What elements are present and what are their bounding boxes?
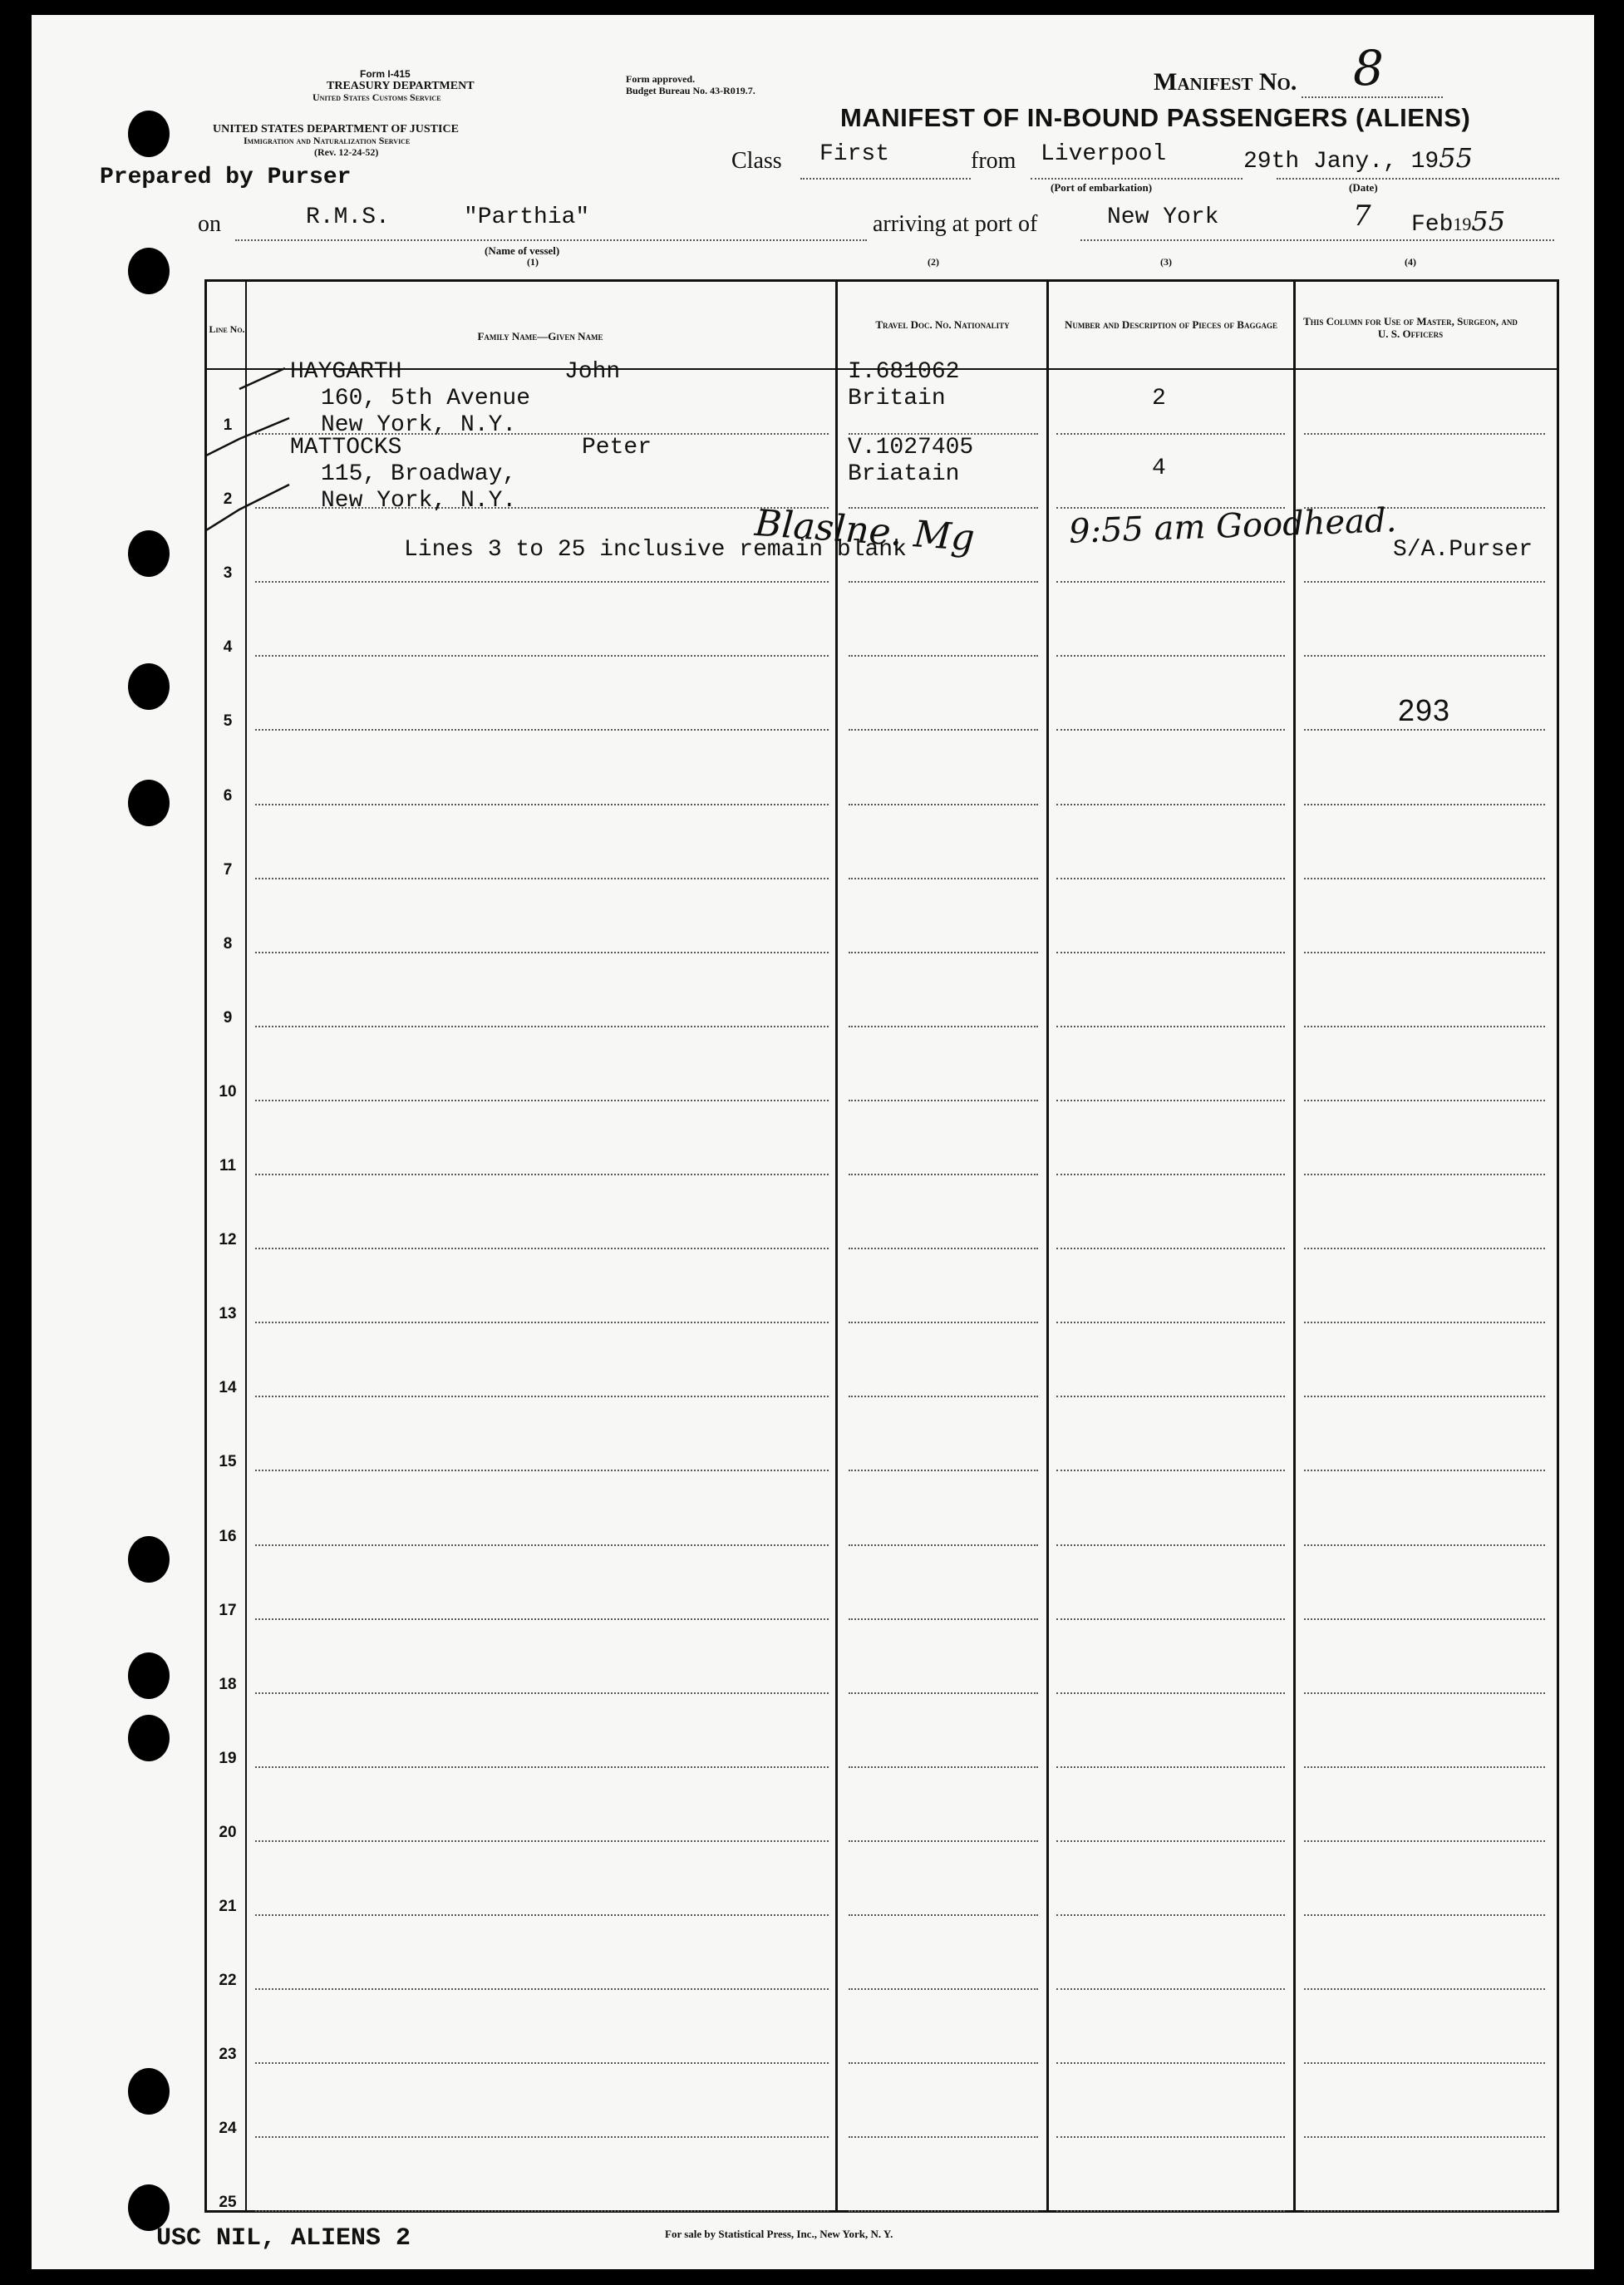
- row-rule: [1304, 2136, 1545, 2138]
- passenger-1-baggage: 2: [1152, 386, 1166, 411]
- header-line-no: Line No.: [209, 323, 245, 335]
- arrival-date: [1411, 205, 1505, 238]
- col-divider: [1046, 282, 1049, 2210]
- printer-credit: For sale by Statistical Press, Inc., New York, N. Y.: [665, 2228, 893, 2240]
- header-travel-doc: Travel Doc. No. Nationality: [875, 318, 1010, 331]
- manifest-title: MANIFEST OF IN-BOUND PASSENGERS (ALIENS): [840, 103, 1471, 132]
- col-divider: [1293, 282, 1296, 2210]
- date-text: 29th Jany., 19: [1243, 149, 1439, 175]
- check-marks: [206, 364, 322, 555]
- passenger-2-baggage: 4: [1152, 456, 1166, 481]
- row-rule: [255, 804, 829, 805]
- line-number: 10: [219, 1082, 237, 1101]
- line-number: 25: [219, 2194, 237, 2212]
- vessel-name: "Parthia": [464, 204, 590, 230]
- row-rule: [849, 1840, 1038, 1842]
- row-rule: [849, 1470, 1038, 1471]
- header-name: Family Name—Given Name: [477, 330, 603, 342]
- line-number: 11: [219, 1157, 237, 1175]
- manifest-no-line: [1302, 96, 1443, 98]
- line-number: 5: [223, 712, 233, 731]
- passenger-1-nationality: Britain: [848, 386, 946, 411]
- form-revision: (Rev. 12-24-52): [314, 146, 379, 158]
- row-rule: [1304, 1692, 1545, 1694]
- row-rule: [849, 804, 1038, 805]
- from-value: Liverpool: [1041, 141, 1167, 167]
- row-rule: [1056, 1026, 1285, 1027]
- on-label: on: [198, 211, 221, 237]
- row-rule: [1304, 1100, 1545, 1101]
- row-rule: [849, 581, 1038, 583]
- line-number: 7: [223, 860, 233, 879]
- row-rule: [849, 1766, 1038, 1768]
- row-rule: [1056, 1544, 1285, 1546]
- stamp-number: 293: [1398, 693, 1451, 727]
- row-rule: [1056, 655, 1285, 657]
- row-rule: [255, 1988, 829, 1990]
- row-rule: [849, 2136, 1038, 2138]
- row-rule: [255, 1692, 829, 1694]
- row-rule: [1304, 878, 1545, 879]
- row-rule: [1304, 655, 1545, 657]
- row-rule: [1056, 1692, 1285, 1694]
- row-rule: [1056, 2062, 1285, 2064]
- line-number: 2: [223, 490, 233, 509]
- col-divider: [835, 282, 838, 2210]
- row-rule: [1304, 2210, 1545, 2212]
- punch-hole: [128, 663, 170, 710]
- passenger-1-travel-doc: I.681062: [848, 359, 960, 385]
- passenger-1-given: John: [564, 359, 621, 385]
- row-rule: [255, 1914, 829, 1916]
- row-rule: [849, 1914, 1038, 1916]
- row-rule: [255, 1396, 829, 1397]
- row-rule: [1056, 1100, 1285, 1101]
- row-rule: [255, 2210, 829, 2212]
- col-marker-1: (1): [527, 256, 539, 268]
- row-rule: [1056, 804, 1285, 805]
- row-rule: [255, 1470, 829, 1471]
- row-rule: [849, 2210, 1038, 2212]
- manifest-number: 8: [1353, 40, 1384, 96]
- row-rule: [1304, 581, 1545, 583]
- prepared-by: Prepared by Purser: [100, 165, 352, 190]
- arrival-year: 55: [1471, 205, 1506, 237]
- row-rule: [255, 1248, 829, 1249]
- row-rule: [1304, 2062, 1545, 2064]
- from-label: from: [971, 148, 1016, 174]
- row-rule: [1304, 1988, 1545, 1990]
- row-rule: [1304, 1618, 1545, 1620]
- row-rule: [1056, 1766, 1285, 1768]
- arrival-line: [1080, 239, 1554, 241]
- row-rule: [1056, 1396, 1285, 1397]
- ins: Immigration and Naturalization Service: [244, 135, 411, 146]
- row-rule: [1304, 1544, 1545, 1546]
- row-rule: [849, 1988, 1038, 1990]
- line-number: 14: [219, 1379, 237, 1397]
- department-of-justice: UNITED STATES DEPARTMENT OF JUSTICE: [213, 123, 459, 135]
- line-number: 23: [219, 2046, 237, 2064]
- line-number: 21: [219, 1898, 237, 1915]
- row-rule: [849, 1396, 1038, 1397]
- line-number: 9: [223, 1008, 233, 1027]
- footer-stamp: USC NIL, ALIENS 2: [156, 2224, 411, 2253]
- row-rule: [255, 2062, 829, 2064]
- passenger-2-given: Peter: [582, 435, 652, 460]
- vessel-caption: (Name of vessel): [485, 244, 560, 257]
- line-number: 13: [219, 1305, 237, 1323]
- arrival-day: 7: [1353, 199, 1371, 233]
- row-rule: [255, 1322, 829, 1323]
- row-rule: [1304, 433, 1545, 435]
- row-rule: [849, 878, 1038, 879]
- row-rule: [1056, 1174, 1285, 1175]
- passenger-2-address-1: 115, Broadway,: [321, 461, 517, 487]
- row-rule: [255, 1544, 829, 1546]
- form-approved: Form approved.: [626, 73, 696, 85]
- passenger-2-address-2: New York, N.Y.: [321, 488, 517, 514]
- row-rule: [849, 729, 1038, 731]
- row-rule: [255, 1174, 829, 1175]
- form-number: Form I-415: [360, 68, 411, 80]
- row-rule: [849, 655, 1038, 657]
- row-rule: [849, 952, 1038, 953]
- arrival-port: New York: [1107, 204, 1219, 230]
- row-rule: [1056, 878, 1285, 879]
- row-rule: [255, 1840, 829, 1842]
- arrival-month: Feb: [1411, 212, 1454, 238]
- passenger-1-family: HAYGARTH: [290, 359, 402, 385]
- row-rule: [1304, 729, 1545, 731]
- line-number: 16: [219, 1527, 237, 1545]
- line-number: 24: [219, 2120, 237, 2138]
- row-rule: [255, 1618, 829, 1620]
- line-number: 1: [223, 416, 233, 434]
- customs-service: United States Customs Service: [312, 91, 441, 103]
- handwritten-signature: Blaslne. Mg: [753, 501, 977, 560]
- signature-role: S/A.Purser: [1393, 537, 1533, 563]
- row-rule: [255, 729, 829, 731]
- row-rule: [1056, 581, 1285, 583]
- row-rule: [1304, 1322, 1545, 1323]
- line-number: 20: [219, 1823, 237, 1841]
- punch-hole: [128, 248, 170, 294]
- punch-hole: [128, 1536, 170, 1583]
- row-rule: [1056, 1248, 1285, 1249]
- line-number: 15: [219, 1453, 237, 1471]
- row-rule: [849, 1026, 1038, 1027]
- handwritten-time-note: 9:55 am Goodhead.: [1068, 501, 1398, 551]
- punch-hole: [128, 1652, 170, 1699]
- row-rule: [255, 1026, 829, 1027]
- row-rule: [849, 1100, 1038, 1101]
- row-rule: [849, 1618, 1038, 1620]
- class-label: Class: [731, 148, 782, 174]
- row-rule: [1056, 1840, 1285, 1842]
- row-rule: [1304, 804, 1545, 805]
- line-number: 3: [223, 564, 233, 583]
- passenger-2-family: MATTOCKS: [290, 435, 402, 460]
- line-number: 12: [219, 1231, 237, 1249]
- budget-bureau: Budget Bureau No. 43-R019.7.: [626, 85, 755, 96]
- col-marker-3: (3): [1160, 256, 1172, 268]
- row-rule: [1056, 1322, 1285, 1323]
- row-rule: [1056, 1988, 1285, 1990]
- row-rule: [1056, 2210, 1285, 2212]
- date-value: [1243, 142, 1473, 175]
- row-rule: [1304, 1174, 1545, 1175]
- passenger-table: [204, 279, 1559, 2213]
- row-rule: [1304, 1026, 1545, 1027]
- line-number: 19: [219, 1749, 237, 1767]
- col-marker-4: (4): [1405, 256, 1416, 268]
- header-officers: This Column for Use of Master, Surgeon, and U. S. Officers: [1303, 315, 1518, 340]
- row-rule: [849, 1692, 1038, 1694]
- row-rule: [1056, 1470, 1285, 1471]
- vessel-prefix: R.M.S.: [306, 204, 390, 230]
- port-embark-caption: (Port of embarkation): [1051, 181, 1153, 194]
- line-number: 6: [223, 786, 233, 805]
- col-marker-2: (2): [928, 256, 939, 268]
- line-number: 22: [219, 1972, 237, 1990]
- punch-hole: [128, 1715, 170, 1761]
- from-line: [1031, 178, 1243, 180]
- row-rule: [255, 952, 829, 953]
- header-baggage: Number and Description of Pieces of Baggage: [1065, 318, 1277, 331]
- line-number: 17: [219, 1601, 237, 1619]
- date-line: [1277, 178, 1559, 180]
- passenger-1-address-2: New York, N.Y.: [321, 412, 517, 438]
- manifest-page: [32, 15, 1594, 2269]
- row-rule: [1304, 1248, 1545, 1249]
- date-caption: (Date): [1349, 181, 1378, 194]
- class-value: First: [819, 141, 890, 167]
- punch-hole: [128, 111, 170, 157]
- row-rule: [255, 1100, 829, 1101]
- row-rule: [1056, 1618, 1285, 1620]
- row-rule: [1304, 1470, 1545, 1471]
- arriving-label: arriving at port of: [873, 211, 1038, 237]
- row-rule: [255, 581, 829, 583]
- line-number: 8: [223, 934, 233, 953]
- punch-hole: [128, 780, 170, 826]
- passenger-1-address-1: 160, 5th Avenue: [321, 386, 531, 411]
- row-rule: [1056, 729, 1285, 731]
- row-rule: [255, 655, 829, 657]
- row-rule: [849, 507, 1038, 509]
- row-rule: [1304, 1914, 1545, 1916]
- row-rule: [849, 1322, 1038, 1323]
- row-rule: [849, 1544, 1038, 1546]
- row-rule: [255, 1766, 829, 1768]
- row-rule: [1304, 1396, 1545, 1397]
- row-rule: [1056, 1914, 1285, 1916]
- punch-hole: [128, 2068, 170, 2115]
- row-rule: [1056, 952, 1285, 953]
- passenger-2-travel-doc: V.1027405: [848, 435, 974, 460]
- arrival-year-print: 19: [1453, 214, 1472, 234]
- vessel-line: [235, 239, 867, 241]
- row-rule: [255, 878, 829, 879]
- line-number: 4: [223, 638, 233, 657]
- row-rule: [849, 1248, 1038, 1249]
- row-rule: [1304, 1840, 1545, 1842]
- date-year: 55: [1439, 142, 1473, 174]
- row-rule: [849, 2062, 1038, 2064]
- blank-lines-note: Lines 3 to 25 inclusive remain blank: [404, 537, 907, 563]
- line-number: 18: [219, 1675, 237, 1693]
- row-rule: [1056, 433, 1285, 435]
- row-rule: [849, 1174, 1038, 1175]
- row-rule: [255, 2136, 829, 2138]
- treasury-department: TREASURY DEPARTMENT: [327, 80, 475, 92]
- row-rule: [1304, 1766, 1545, 1768]
- row-rule: [1056, 2136, 1285, 2138]
- manifest-no-label: Manifest No.: [1154, 68, 1297, 96]
- class-line: [800, 178, 971, 180]
- row-rule: [1304, 952, 1545, 953]
- passenger-2-nationality: Briatain: [848, 461, 960, 487]
- punch-hole: [128, 530, 170, 577]
